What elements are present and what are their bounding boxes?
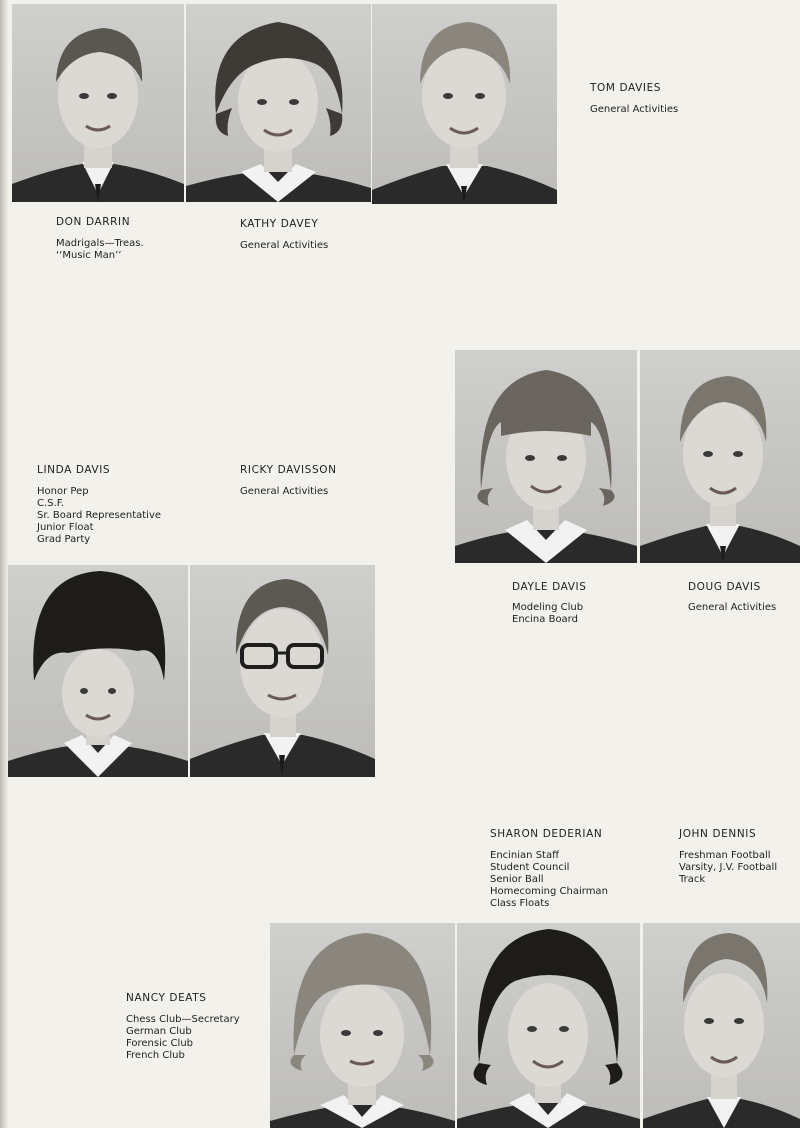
activity-item: Student Council: [490, 862, 570, 873]
activity-list: [512, 602, 583, 626]
activity-item: Freshman Football: [679, 850, 771, 861]
activity-list: [688, 602, 776, 614]
activity-item: Varsity, J.V. Football: [679, 862, 778, 873]
activity-item: C.S.F.: [37, 498, 65, 509]
activity-list: [126, 1014, 240, 1062]
activity-item: General Activities: [240, 486, 329, 497]
portrait-linda-davis: [8, 565, 188, 777]
activity-item: Madrigals—Treas.: [56, 238, 144, 249]
activity-item: General Activities: [590, 104, 679, 115]
activity-item: General Activities: [688, 602, 777, 613]
portrait-tom-davies: [372, 4, 557, 204]
activity-item: Chess Club—Secretary: [126, 1014, 240, 1025]
student-name: SHARON DEDERIAN: [490, 828, 603, 840]
activity-item: Grad Party: [37, 534, 91, 545]
activity-item: ‘‘Music Man’’: [56, 250, 122, 261]
activity-list: [590, 104, 678, 116]
portrait-doug-davis: [640, 350, 800, 563]
activity-item: Junior Float: [37, 522, 94, 533]
portrait-dayle-davis: [455, 350, 637, 563]
student-name: KATHY DAVEY: [240, 218, 319, 230]
portrait-john-dennis: [643, 923, 800, 1128]
activity-item: Homecoming Chairman: [490, 886, 608, 897]
portrait-don-darrin: [12, 4, 184, 202]
student-name: JOHN DENNIS: [679, 828, 757, 840]
activity-item: Track: [679, 874, 706, 885]
activity-item: Encina Board: [512, 614, 578, 625]
activity-item: French Club: [126, 1050, 185, 1061]
activity-item: Class Floats: [490, 898, 550, 909]
student-name: DOUG DAVIS: [688, 581, 761, 593]
activity-item: Sr. Board Representative: [37, 510, 162, 521]
portrait-nancy-deats: [270, 923, 455, 1128]
portrait-ricky-davisson: [190, 565, 375, 777]
activity-item: German Club: [126, 1026, 192, 1037]
student-name: DAYLE DAVIS: [512, 581, 587, 593]
portrait-kathy-davey: [186, 4, 371, 202]
student-name: NANCY DEATS: [126, 992, 207, 1004]
activity-item: Honor Pep: [37, 486, 89, 497]
portrait-sharon-dederian: [457, 923, 640, 1128]
activity-item: Senior Ball: [490, 874, 544, 885]
activity-item: Forensic Club: [126, 1038, 194, 1049]
activity-list: [490, 850, 608, 910]
activity-item: Modeling Club: [512, 602, 584, 613]
student-name: DON DARRIN: [56, 216, 131, 228]
student-name: TOM DAVIES: [590, 82, 662, 94]
page-binding-edge: [0, 0, 8, 1128]
student-name: RICKY DAVISSON: [240, 464, 337, 476]
activity-list: [679, 850, 777, 886]
activity-item: General Activities: [240, 240, 329, 251]
activity-list: [56, 238, 144, 262]
activity-item: Encinian Staff: [490, 850, 559, 861]
student-name: LINDA DAVIS: [37, 464, 111, 476]
activity-list: [240, 486, 328, 498]
activity-list: [37, 486, 161, 546]
activity-list: [240, 240, 328, 252]
